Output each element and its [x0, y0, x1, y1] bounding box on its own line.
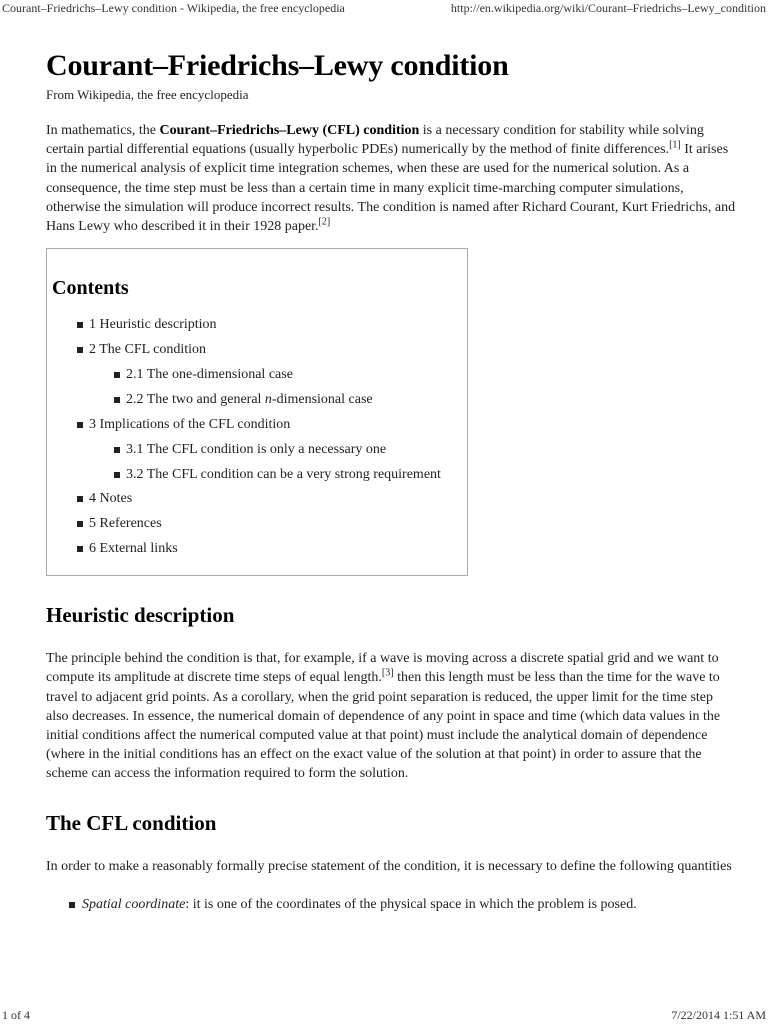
ref-link-3[interactable]: [3]	[381, 667, 394, 679]
heuristic-paragraph	[46, 649, 736, 783]
intro-text-1: In mathematics, the	[46, 123, 160, 138]
quantities-list	[46, 895, 736, 914]
section-heading-cfl: The CFL condition	[46, 810, 217, 835]
print-footer-date: 7/22/2014 1:51 AM	[671, 1008, 766, 1022]
list-item-term: Spatial coordinate	[82, 896, 186, 912]
toc-item-label[interactable]: 2 The CFL condition	[89, 342, 207, 358]
bullet-icon	[114, 397, 120, 403]
toc-item-label[interactable]: 2.2 The two and general	[126, 391, 265, 407]
bullet-icon	[77, 322, 83, 328]
intro-bold-term: Courant–Friedrichs–Lewy (CFL) condition	[159, 123, 420, 138]
cfl-paragraph: In order to make a reasonably formally precise statement of the condition, it is necessary to define the following quantities	[46, 858, 732, 874]
bullet-icon	[77, 496, 83, 502]
toc-item[interactable]	[52, 367, 467, 383]
toc-item-label[interactable]: 5 References	[89, 516, 162, 532]
toc-item-label[interactable]: 3.2 The CFL condition can be a very strong requirement	[126, 466, 441, 482]
table-of-contents	[46, 248, 468, 576]
toc-item[interactable]	[52, 342, 467, 358]
page-tagline: From Wikipedia, the free encyclopedia	[46, 87, 249, 102]
toc-item-label[interactable]: 3 Implications of the CFL condition	[89, 416, 291, 432]
toc-item[interactable]	[52, 516, 467, 532]
section-heading-heuristic: Heuristic description	[46, 603, 235, 628]
toc-item[interactable]	[52, 467, 467, 483]
print-footer-page: 1 of 4	[2, 1008, 30, 1022]
list-item	[69, 895, 736, 914]
toc-item-label[interactable]: 1 Heuristic description	[89, 317, 217, 333]
article-content	[46, 48, 736, 914]
toc-item-label[interactable]: 3.1 The CFL condition is only a necessary one	[126, 441, 387, 457]
toc-item-label[interactable]: 4 Notes	[89, 491, 133, 507]
toc-item-label-tail[interactable]: -dimensional case	[271, 391, 373, 407]
toc-item-italic[interactable]: n	[264, 391, 272, 407]
intro-text-3: It arises in the numerical analysis of explicit time integration schemes, when these are used for the numerical solution. As a consequence, the time step must be less than a certain time in many explicit time-marching computer simulations, otherwise the simulation will produce incorrect results. The condition is named after Richard Courant, Kurt Friedrichs, and Hans Lewy who described it in their 1928 paper.	[46, 142, 736, 235]
toc-item[interactable]	[52, 491, 467, 507]
bullet-icon	[114, 472, 120, 478]
bullet-icon	[114, 447, 120, 453]
print-header-url: http://en.wikipedia.org/wiki/Courant–Friedrichs–Lewy_condition	[450, 1, 766, 15]
ref-link-1[interactable]: [1]	[669, 139, 681, 151]
toc-item[interactable]	[52, 317, 467, 333]
bullet-icon	[77, 422, 83, 428]
heuristic-text-1: The principle behind the condition is that, for example, if a wave is moving across a discrete spatial grid and we want to compute its amplitude at discrete time steps of equal length.	[46, 651, 719, 686]
print-header-title: Courant–Friedrichs–Lewy condition - Wikipedia, the free encyclopedia	[2, 1, 345, 15]
toc-item-label[interactable]: 6 External links	[89, 541, 178, 557]
toc-item[interactable]	[52, 392, 467, 408]
intro-paragraph	[46, 121, 736, 236]
page-title: Courant–Friedrichs–Lewy condition	[46, 49, 509, 82]
toc-item-label[interactable]: 2.1 The one-dimensional case	[126, 367, 293, 382]
bullet-icon	[77, 546, 83, 552]
bullet-icon	[77, 347, 83, 353]
toc-item[interactable]	[52, 442, 467, 458]
ref-link-2[interactable]: [2]	[318, 216, 331, 228]
toc-title: Contents	[52, 277, 129, 300]
toc-item[interactable]	[52, 417, 467, 433]
bullet-icon	[114, 372, 120, 378]
heuristic-text-2: then this length must be less than the time for the wave to travel to adjacent grid points. As a corollary, when the grid point separation is reduced, the upper limit for the time step also decreases. In essence, the numerical domain of dependence of any point in space and time (which data values in the initial conditions affect the numerical computed value at that point) must include the analytical domain of dependence (where in the initial conditions has an effect on the exact value of the solution at that point) in order to assure that the scheme can access the information required to form the solution.	[46, 670, 721, 782]
bullet-icon	[69, 902, 75, 908]
list-item-text: : it is one of the coordinates of the physical space in which the problem is posed.	[185, 896, 637, 912]
intro-text-2: is a necessary condition for stability while solving certain partial differential equations (usually hyperbolic PDEs) numerically by the method of finite differences.	[46, 123, 704, 158]
bullet-icon	[77, 521, 83, 527]
toc-item[interactable]	[52, 541, 467, 557]
